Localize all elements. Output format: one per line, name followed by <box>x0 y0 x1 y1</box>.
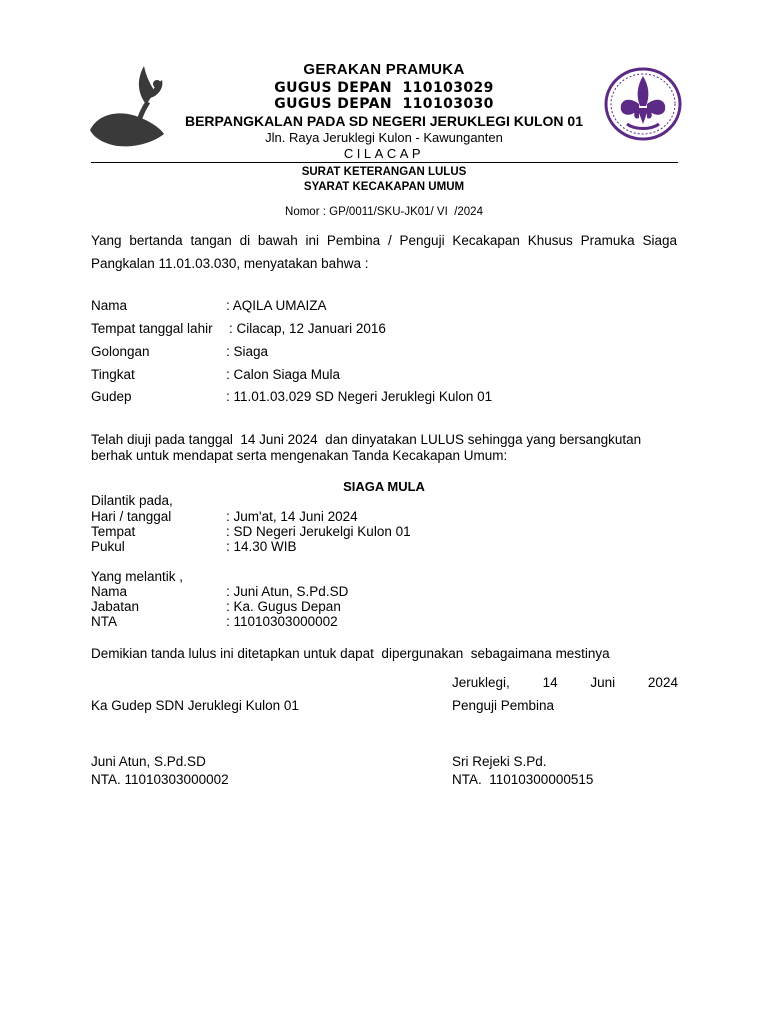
inauguration-heading: Dilantik pada, <box>91 493 173 508</box>
inauguration-value: : 14.30 WIB <box>226 539 297 554</box>
document-title: SURAT KETERANGAN LULUS <box>301 166 467 178</box>
inauguration-label: Hari / tanggal <box>91 509 172 524</box>
inaugurator-label: Nama <box>91 584 128 599</box>
gudep-line-2: GUGUS DEPAN 110103030 <box>274 96 494 112</box>
identity-value: : Cilacap, 12 Januari 2016 <box>229 321 386 336</box>
inaugurator-label: NTA <box>91 614 117 629</box>
left-signer-nta: NTA. 11010303000002 <box>91 772 229 787</box>
identity-label: Nama <box>91 298 128 313</box>
closing-sentence: Demikian tanda lulus ini ditetapkan untuk dapat dipergunakan sebagaimana mestinya <box>91 646 610 661</box>
date-month: Juni <box>590 675 616 690</box>
inaugurator-value: : Ka. Gugus Depan <box>226 599 341 614</box>
identity-label: Golongan <box>91 344 150 359</box>
statement-paragraph: Telah diuji pada tanggal 14 Juni 2024 dan dinyatakan LULUS sehingga yang bersangkutan berhak untuk mendapat serta mengenakan Tanda Kecakapan Umum: <box>91 432 645 463</box>
identity-value: : 11.01.03.029 SD Negeri Jeruklegi Kulon 01 <box>226 389 493 404</box>
inaugurator-heading: Yang melantik , <box>91 569 184 584</box>
intro-paragraph: Yang bertanda tangan di bawah ini Pembina / Penguji Kecakapan Khusus Pramuka Siaga Pangkalan 11.01.03.030, menyatakan bahwa : <box>91 233 677 271</box>
identity-label: Tempat tanggal lahir <box>91 321 213 336</box>
inauguration-value: : SD Negeri Jerukelgi Kulon 01 <box>226 524 411 539</box>
identity-value: : AQILA UMAIZA <box>226 298 327 313</box>
base-school: BERPANGKALAN PADA SD NEGERI JERUKLEGI KULON 01 <box>184 113 583 129</box>
identity-label: Gudep <box>91 389 132 404</box>
date-day: 14 <box>542 675 558 690</box>
right-signer-role: Penguji Pembina <box>452 698 555 713</box>
identity-label: Tingkat <box>91 367 135 382</box>
inaugurator-label: Jabatan <box>91 599 140 614</box>
right-signer-nta: NTA. 11010300000515 <box>452 772 594 787</box>
address: Jln. Raya Jeruklegi Kulon - Kawunganten <box>265 130 503 145</box>
document-subtitle: SYARAT KECAKAPAN UMUM <box>303 181 465 193</box>
organization-name: GERAKAN PRAMUKA <box>303 61 465 78</box>
left-signer-name: Juni Atun, S.Pd.SD <box>91 754 206 769</box>
date-place: Jeruklegi, <box>452 675 510 690</box>
inaugurator-value: : Juni Atun, S.Pd.SD <box>226 584 349 599</box>
inaugurator-value: : 11010303000002 <box>226 614 338 629</box>
gudep-line-1: GUGUS DEPAN 110103029 <box>274 80 494 96</box>
inauguration-label: Tempat <box>91 524 136 539</box>
right-signer-name: Sri Rejeki S.Pd. <box>452 754 547 769</box>
date-year: 2024 <box>647 675 678 690</box>
inauguration-value: : Jum'at, 14 Juni 2024 <box>226 509 358 524</box>
left-signer-role: Ka Gudep SDN Jeruklegi Kulon 01 <box>91 698 299 713</box>
city: CILACAP <box>343 146 425 161</box>
identity-value: : Calon Siaga Mula <box>226 367 341 382</box>
document-number: Nomor : GP/0011/SKU-JK01/ VI /2024 <box>285 206 483 218</box>
inauguration-label: Pukul <box>91 539 125 554</box>
header-divider <box>91 162 678 163</box>
level-heading: SIAGA MULA <box>343 479 425 494</box>
identity-value: : Siaga <box>226 344 269 359</box>
issue-date <box>452 675 678 690</box>
